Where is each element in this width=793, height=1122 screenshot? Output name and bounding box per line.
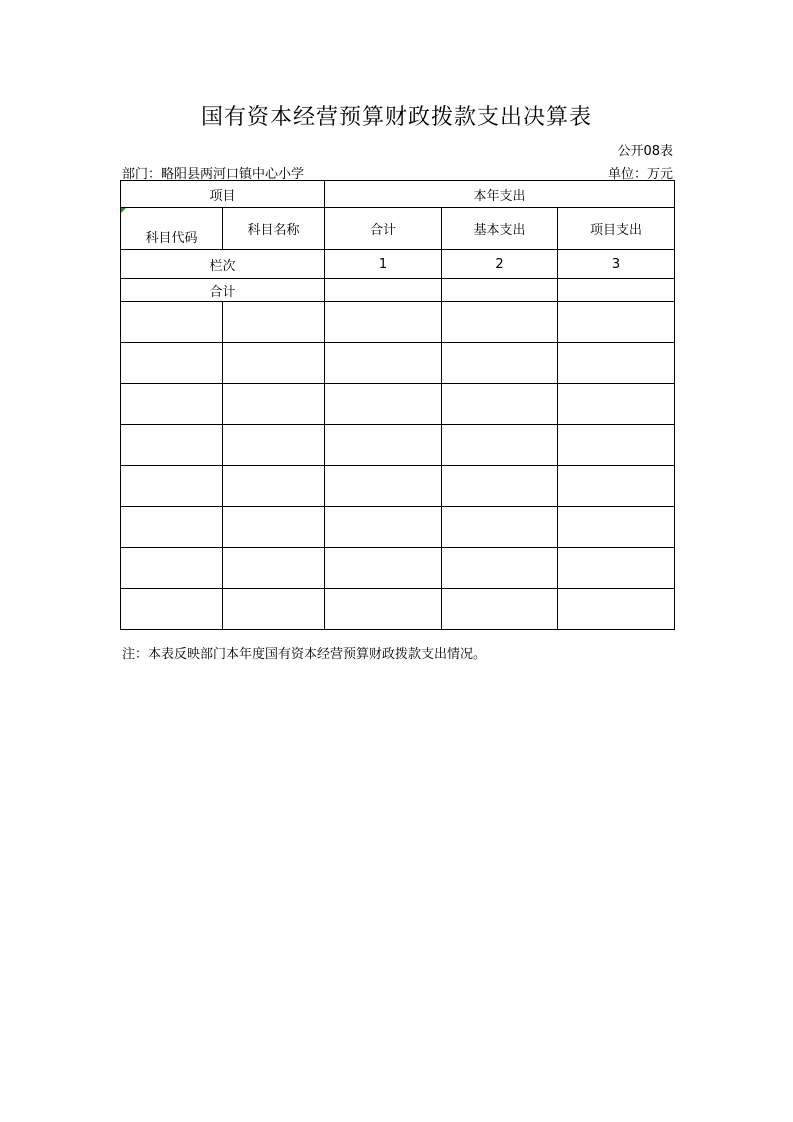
footnote: 注：本表反映部门本年度国有资本经营预算财政拨款支出情况。 [122, 647, 487, 662]
column-num-1: 1 [325, 250, 442, 279]
header-subject-name: 科目名称 [223, 208, 325, 250]
column-num-3: 3 [558, 250, 675, 279]
table-number: 公开08表 [617, 144, 673, 159]
column-label: 栏次 [121, 250, 325, 279]
unit-label: 单位：万元 [607, 167, 673, 182]
column-number-row [121, 250, 675, 279]
total-cell [558, 279, 675, 302]
table-row [121, 302, 675, 343]
header-subject-code-label: 科目代码 [145, 231, 198, 246]
expense-table [120, 180, 675, 630]
header-row-1 [121, 181, 675, 208]
table-row [121, 589, 675, 630]
total-cell [325, 279, 442, 302]
header-subject-code [121, 208, 223, 250]
cell-comment-marker [121, 208, 126, 213]
header-project-expense: 项目支出 [558, 208, 675, 250]
table-row [121, 466, 675, 507]
table-row [121, 384, 675, 425]
table-row [121, 343, 675, 384]
table-row [121, 425, 675, 466]
total-label: 合计 [121, 279, 325, 302]
header-this-year-expense: 本年支出 [325, 181, 675, 208]
header-total: 合计 [325, 208, 442, 250]
page-title: 国有资本经营预算财政拨款支出决算表 [200, 105, 592, 130]
header-row-2 [121, 208, 675, 250]
header-item: 项目 [121, 181, 325, 208]
header-basic-expense: 基本支出 [442, 208, 558, 250]
total-row [121, 279, 675, 302]
total-cell [442, 279, 558, 302]
table-row [121, 507, 675, 548]
department-label: 部门：略阳县两河口镇中心小学 [122, 167, 305, 182]
table-row [121, 548, 675, 589]
column-num-2: 2 [442, 250, 558, 279]
